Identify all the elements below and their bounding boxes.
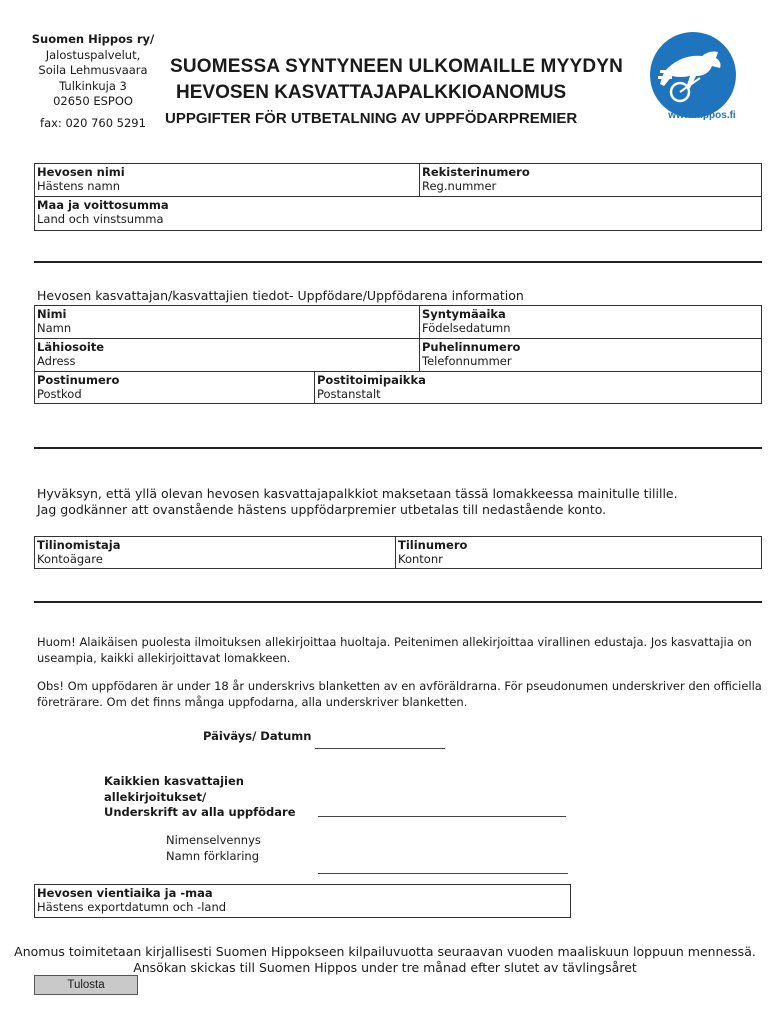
signature-label: Kaikkien kasvattajien allekirjoitukset/ Underskrift av alla uppfödare: [104, 774, 296, 819]
website-link[interactable]: www.hippos.fi: [668, 110, 736, 121]
breeder-birthdate-field[interactable]: Syntymäaika Födelsedatumn: [422, 307, 511, 335]
org-name: Suomen Hippos ry/: [31, 32, 155, 46]
address-line: Jalostuspalvelut,: [45, 47, 141, 62]
account-number-field[interactable]: Tilinumero Kontonr: [398, 538, 468, 566]
account-owner-field[interactable]: Tilinomistaja Kontoägare: [37, 538, 121, 566]
breeder-address-field[interactable]: Lähiosoite Adress: [37, 340, 105, 368]
breeder-phone-field[interactable]: Puhelinnumero Telefonnummer: [422, 340, 521, 368]
footer-text-sv: Ansökan skickas till Suomen Hippos under tre månad efter slutet av tävlingsåret: [133, 960, 637, 975]
note-finnish: Huom! Alaikäisen puolesta ilmoituksen allekirjoittaa huoltaja. Peitenimen allekirjoittaa virallinen edustaja. Jos kasvattajia on useampia, kaikki allekirjoittavat lomakkeen.: [37, 635, 752, 665]
horse-name-field[interactable]: Hevosen nimi Hästens namn: [37, 165, 125, 193]
country-winnings-field[interactable]: Maa ja voittosumma Land och vinstsumma: [37, 198, 169, 226]
address-line: 02650 ESPOO: [53, 94, 133, 108]
consent-text-fi: Hyväksyn, että yllä olevan hevosen kasvattajapalkkiot maksetaan tässä lomakkeessa mainitulle tilille.: [37, 486, 678, 501]
breeder-section-title: Hevosen kasvattajan/kasvattajien tiedot- Uppfödare/Uppfödarena information: [37, 288, 524, 303]
fax-number: fax: 020 760 5291: [40, 115, 146, 130]
signature-input-line[interactable]: [318, 816, 566, 817]
note-swedish: Obs! Om uppfödaren är under 18 år underskrivs blanketten av en avföräldrarna. För pseudonumen underskriver den officiella företrärare. Om det finns många uppfodarna, alla underskriver blanketten.: [37, 679, 762, 709]
form-title-line2: HEVOSEN KASVATTAJAPALKKIOANOMUS: [176, 82, 567, 103]
export-date-country-field[interactable]: Hevosen vientiaika ja -maa Hästens exportdatumn och -land: [37, 886, 227, 914]
section-divider: [34, 261, 762, 263]
section-divider: [34, 601, 762, 603]
address-line: Soila Lehmusvaara: [38, 63, 148, 77]
form-title-swedish: UPPGIFTER FÖR UTBETALNING AV UPPFÖDARPREMIER: [165, 110, 578, 127]
consent-text-sv: Jag godkänner att ovanstående hästens uppfödarpremier utbetalas till nedastående konto.: [37, 502, 607, 517]
breeder-name-field[interactable]: Nimi Namn: [37, 307, 72, 335]
address-line: Tulkinkuja 3: [59, 78, 127, 93]
form-title-line1: SUOMESSA SYNTYNEEN ULKOMAILLE MYYDYN: [170, 56, 624, 77]
print-button[interactable]: Tulosta: [34, 975, 138, 995]
hippos-logo-icon: [650, 32, 736, 118]
footer-text-fi: Anomus toimitetaan kirjallisesti Suomen Hippokseen kilpailuvuotta seuraavan vuoden maaliskuun loppuun mennessä.: [14, 944, 756, 959]
date-input-line[interactable]: [315, 748, 445, 749]
name-clarification-label: Nimenselvennys Namn förklaring: [166, 833, 261, 863]
date-label: Päiväys/ Datumn: [203, 729, 312, 743]
breeder-postcode-field[interactable]: Postinumero Postkod: [37, 373, 120, 401]
name-clarification-input-line[interactable]: [318, 873, 568, 874]
registration-number-field[interactable]: Rekisterinumero Reg.nummer: [422, 165, 530, 193]
breeder-postoffice-field[interactable]: Postitoimipaikka Postanstalt: [317, 373, 426, 401]
sender-address: [28, 32, 158, 131]
section-divider: [34, 447, 762, 449]
